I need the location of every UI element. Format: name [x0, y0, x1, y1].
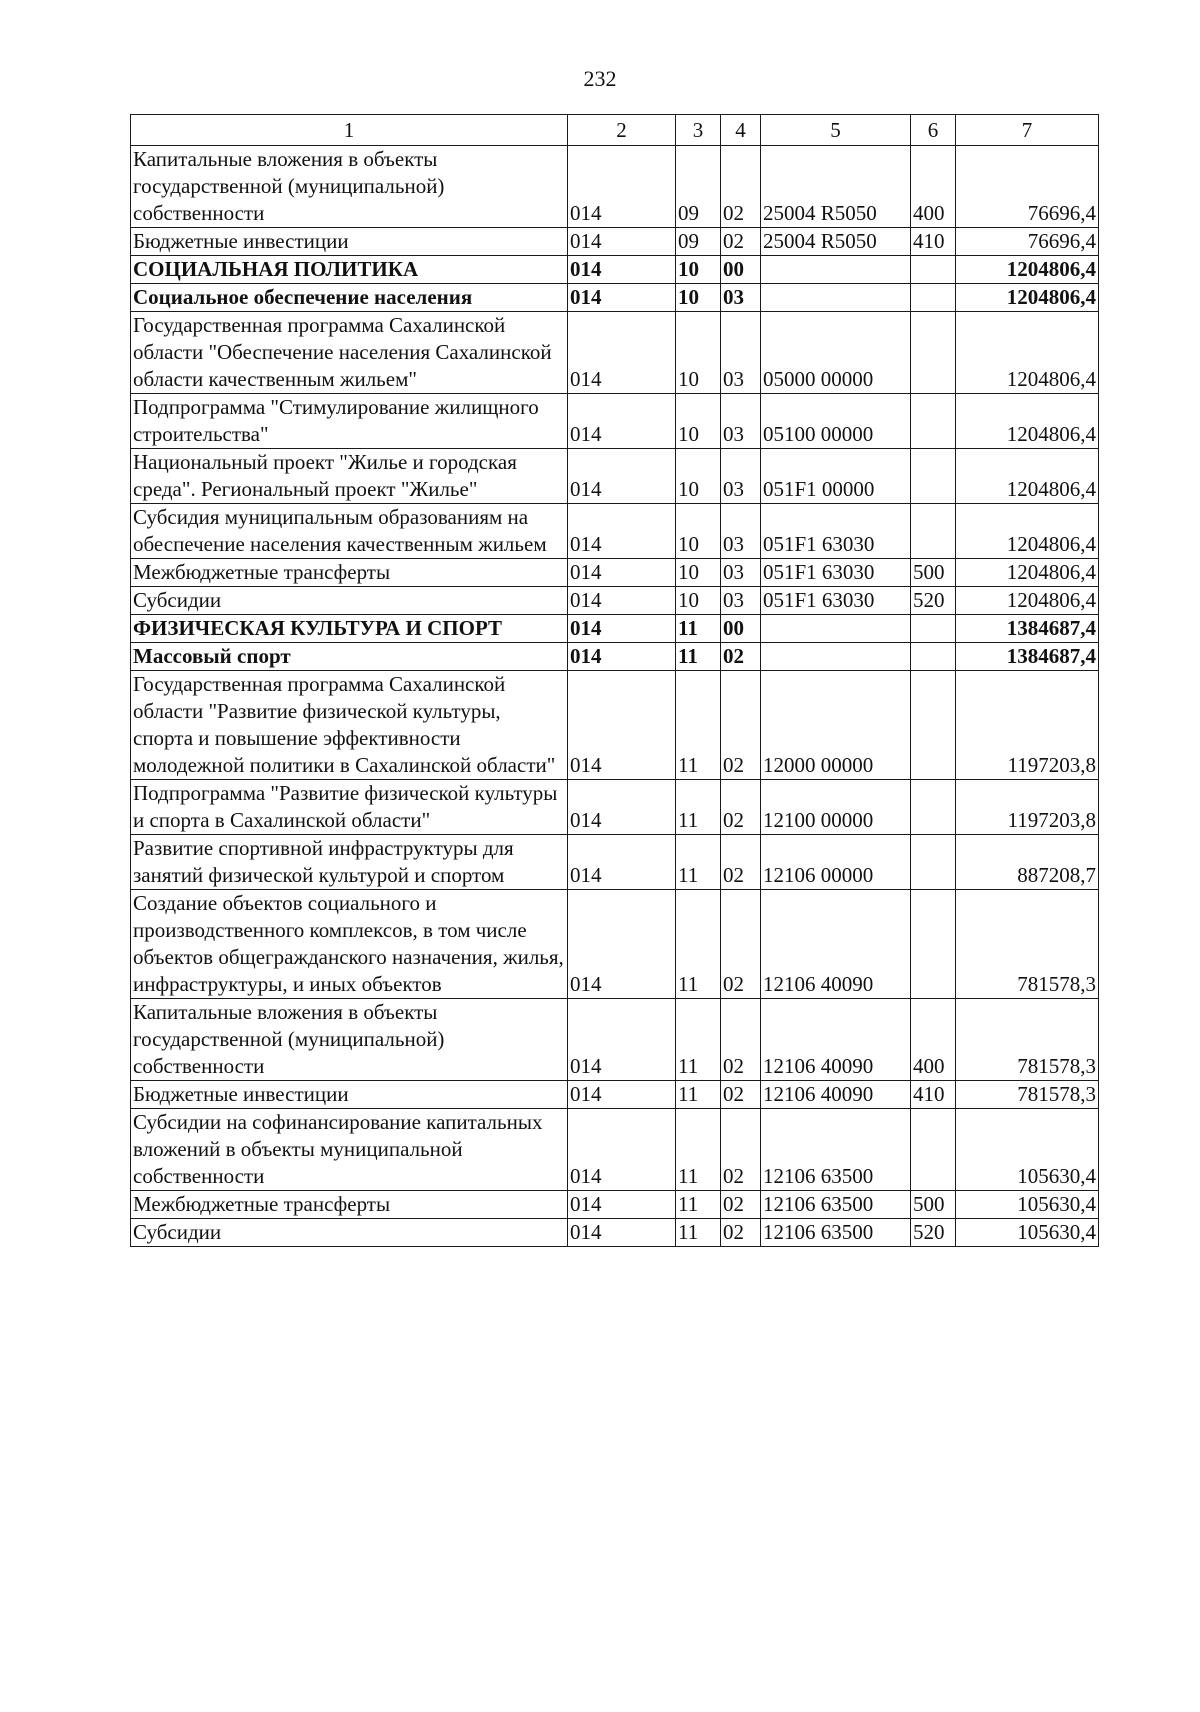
row-name-cell: Государственная программа Сахалинской области "Развитие физической культуры, спорта и повышение эффективности молодежной политики в Сахалинской области" [131, 671, 568, 780]
subsection-cell: 02 [721, 1191, 761, 1219]
expense-type-cell [911, 256, 956, 284]
amount-cell: 76696,4 [956, 146, 1099, 228]
subsection-cell: 02 [721, 643, 761, 671]
table-row [131, 643, 1099, 671]
amount-cell: 781578,3 [956, 1081, 1099, 1109]
subsection-cell: 03 [721, 312, 761, 394]
section-cell: 11 [676, 999, 721, 1081]
target-article-cell: 12106 40090 [761, 999, 911, 1081]
admin-code-cell: 014 [568, 228, 676, 256]
section-cell: 10 [676, 394, 721, 449]
amount-cell: 1204806,4 [956, 284, 1099, 312]
subsection-cell: 02 [721, 1109, 761, 1191]
table-row [131, 1109, 1099, 1191]
table-row [131, 780, 1099, 835]
admin-code-cell: 014 [568, 780, 676, 835]
subsection-cell: 03 [721, 284, 761, 312]
target-article-cell: 051F1 63030 [761, 504, 911, 559]
row-name-cell: Субсидии [131, 587, 568, 615]
expense-type-cell: 410 [911, 228, 956, 256]
subsection-cell: 03 [721, 449, 761, 504]
admin-code-cell: 014 [568, 835, 676, 890]
expense-type-cell [911, 671, 956, 780]
table-row [131, 504, 1099, 559]
target-article-cell: 12000 00000 [761, 671, 911, 780]
amount-cell: 105630,4 [956, 1191, 1099, 1219]
subsection-cell: 03 [721, 504, 761, 559]
row-name-cell: Развитие спортивной инфраструктуры для занятий физической культурой и спортом [131, 835, 568, 890]
amount-cell: 887208,7 [956, 835, 1099, 890]
column-header: 3 [676, 115, 721, 146]
admin-code-cell: 014 [568, 999, 676, 1081]
target-article-cell: 051F1 63030 [761, 587, 911, 615]
target-article-cell: 051F1 00000 [761, 449, 911, 504]
amount-cell: 1204806,4 [956, 559, 1099, 587]
admin-code-cell: 014 [568, 1109, 676, 1191]
table-row [131, 671, 1099, 780]
expense-type-cell [911, 615, 956, 643]
amount-cell: 1384687,4 [956, 615, 1099, 643]
table-row [131, 1191, 1099, 1219]
subsection-cell: 00 [721, 615, 761, 643]
table-row [131, 394, 1099, 449]
subsection-cell: 03 [721, 587, 761, 615]
admin-code-cell: 014 [568, 890, 676, 999]
expense-type-cell [911, 780, 956, 835]
expense-type-cell: 520 [911, 1219, 956, 1247]
row-name-cell: Субсидии [131, 1219, 568, 1247]
amount-cell: 781578,3 [956, 890, 1099, 999]
section-cell: 11 [676, 1109, 721, 1191]
subsection-cell: 02 [721, 1219, 761, 1247]
section-cell: 11 [676, 1219, 721, 1247]
table-row [131, 256, 1099, 284]
row-name-cell: Массовый спорт [131, 643, 568, 671]
section-cell: 11 [676, 643, 721, 671]
table-row [131, 1081, 1099, 1109]
expense-type-cell: 500 [911, 1191, 956, 1219]
row-name-cell: Государственная программа Сахалинской области "Обеспечение населения Сахалинской области качественным жильем" [131, 312, 568, 394]
admin-code-cell: 014 [568, 615, 676, 643]
subsection-cell: 03 [721, 394, 761, 449]
expense-type-cell [911, 394, 956, 449]
subsection-cell: 00 [721, 256, 761, 284]
section-cell: 10 [676, 587, 721, 615]
amount-cell: 1204806,4 [956, 587, 1099, 615]
row-name-cell: Субсидии на софинансирование капитальных вложений в объекты муниципальной собственности [131, 1109, 568, 1191]
subsection-cell: 02 [721, 146, 761, 228]
amount-cell: 105630,4 [956, 1109, 1099, 1191]
section-cell: 11 [676, 615, 721, 643]
target-article-cell: 12106 63500 [761, 1109, 911, 1191]
section-cell: 11 [676, 780, 721, 835]
subsection-cell: 02 [721, 1081, 761, 1109]
table-row [131, 835, 1099, 890]
section-cell: 09 [676, 228, 721, 256]
admin-code-cell: 014 [568, 504, 676, 559]
target-article-cell: 12106 00000 [761, 835, 911, 890]
expense-type-cell: 410 [911, 1081, 956, 1109]
table-row [131, 559, 1099, 587]
section-cell: 11 [676, 1081, 721, 1109]
expense-type-cell [911, 643, 956, 671]
amount-cell: 1384687,4 [956, 643, 1099, 671]
table-row [131, 312, 1099, 394]
column-header: 5 [761, 115, 911, 146]
target-article-cell: 05000 00000 [761, 312, 911, 394]
table-row [131, 146, 1099, 228]
column-header: 4 [721, 115, 761, 146]
subsection-cell: 02 [721, 999, 761, 1081]
amount-cell: 781578,3 [956, 999, 1099, 1081]
table-row [131, 1219, 1099, 1247]
target-article-cell: 12106 40090 [761, 1081, 911, 1109]
row-name-cell: Бюджетные инвестиции [131, 228, 568, 256]
section-cell: 10 [676, 559, 721, 587]
expense-type-cell [911, 449, 956, 504]
amount-cell: 1197203,8 [956, 780, 1099, 835]
amount-cell: 105630,4 [956, 1219, 1099, 1247]
admin-code-cell: 014 [568, 256, 676, 284]
row-name-cell: Капитальные вложения в объекты государственной (муниципальной) собственности [131, 999, 568, 1081]
admin-code-cell: 014 [568, 1191, 676, 1219]
admin-code-cell: 014 [568, 146, 676, 228]
target-article-cell: 12106 63500 [761, 1191, 911, 1219]
expense-type-cell [911, 312, 956, 394]
budget-table [130, 114, 1099, 1247]
target-article-cell [761, 643, 911, 671]
expense-type-cell: 500 [911, 559, 956, 587]
subsection-cell: 02 [721, 228, 761, 256]
table-row [131, 587, 1099, 615]
subsection-cell: 03 [721, 559, 761, 587]
target-article-cell: 25004 R5050 [761, 228, 911, 256]
admin-code-cell: 014 [568, 449, 676, 504]
row-name-cell: Бюджетные инвестиции [131, 1081, 568, 1109]
table-row [131, 449, 1099, 504]
amount-cell: 1204806,4 [956, 394, 1099, 449]
row-name-cell: Капитальные вложения в объекты государственной (муниципальной) собственности [131, 146, 568, 228]
row-name-cell: Создание объектов социального и производственного комплексов, в том числе объектов общегражданского назначения, жилья, инфраструктуры, и иных объектов [131, 890, 568, 999]
target-article-cell [761, 284, 911, 312]
row-name-cell: Национальный проект "Жилье и городская среда". Региональный проект "Жилье" [131, 449, 568, 504]
column-header: 7 [956, 115, 1099, 146]
amount-cell: 1204806,4 [956, 504, 1099, 559]
expense-type-cell [911, 1109, 956, 1191]
admin-code-cell: 014 [568, 671, 676, 780]
admin-code-cell: 014 [568, 643, 676, 671]
row-name-cell: Межбюджетные трансферты [131, 559, 568, 587]
row-name-cell: Межбюджетные трансферты [131, 1191, 568, 1219]
row-name-cell: Субсидия муниципальным образованиям на обеспечение населения качественным жильем [131, 504, 568, 559]
admin-code-cell: 014 [568, 312, 676, 394]
section-cell: 11 [676, 835, 721, 890]
section-cell: 10 [676, 449, 721, 504]
section-cell: 10 [676, 504, 721, 559]
subsection-cell: 02 [721, 890, 761, 999]
target-article-cell: 12106 40090 [761, 890, 911, 999]
subsection-cell: 02 [721, 835, 761, 890]
table-row [131, 228, 1099, 256]
table-row [131, 615, 1099, 643]
target-article-cell: 12100 00000 [761, 780, 911, 835]
expense-type-cell: 400 [911, 146, 956, 228]
admin-code-cell: 014 [568, 559, 676, 587]
section-cell: 09 [676, 146, 721, 228]
subsection-cell: 02 [721, 780, 761, 835]
admin-code-cell: 014 [568, 1219, 676, 1247]
expense-type-cell: 520 [911, 587, 956, 615]
row-name-cell: Подпрограмма "Стимулирование жилищного строительства" [131, 394, 568, 449]
admin-code-cell: 014 [568, 394, 676, 449]
amount-cell: 1197203,8 [956, 671, 1099, 780]
section-cell: 11 [676, 1191, 721, 1219]
amount-cell: 1204806,4 [956, 449, 1099, 504]
target-article-cell: 051F1 63030 [761, 559, 911, 587]
column-header: 2 [568, 115, 676, 146]
page-number: 232 [583, 66, 617, 91]
amount-cell: 76696,4 [956, 228, 1099, 256]
column-header: 1 [131, 115, 568, 146]
admin-code-cell: 014 [568, 284, 676, 312]
row-name-cell: Социальное обеспечение населения [131, 284, 568, 312]
section-cell: 11 [676, 671, 721, 780]
expense-type-cell [911, 835, 956, 890]
table-row [131, 890, 1099, 999]
subsection-cell: 02 [721, 671, 761, 780]
row-name-cell: Подпрограмма "Развитие физической культуры и спорта в Сахалинской области" [131, 780, 568, 835]
row-name-cell: СОЦИАЛЬНАЯ ПОЛИТИКА [131, 256, 568, 284]
column-header: 6 [911, 115, 956, 146]
row-name-cell: ФИЗИЧЕСКАЯ КУЛЬТУРА И СПОРТ [131, 615, 568, 643]
target-article-cell: 25004 R5050 [761, 146, 911, 228]
section-cell: 10 [676, 312, 721, 394]
amount-cell: 1204806,4 [956, 312, 1099, 394]
target-article-cell [761, 615, 911, 643]
amount-cell: 1204806,4 [956, 256, 1099, 284]
admin-code-cell: 014 [568, 1081, 676, 1109]
expense-type-cell [911, 890, 956, 999]
header-row [131, 115, 1099, 146]
target-article-cell: 12106 63500 [761, 1219, 911, 1247]
table-row [131, 284, 1099, 312]
admin-code-cell: 014 [568, 587, 676, 615]
target-article-cell: 05100 00000 [761, 394, 911, 449]
expense-type-cell [911, 504, 956, 559]
target-article-cell [761, 256, 911, 284]
section-cell: 10 [676, 256, 721, 284]
table-row [131, 999, 1099, 1081]
expense-type-cell: 400 [911, 999, 956, 1081]
section-cell: 10 [676, 284, 721, 312]
section-cell: 11 [676, 890, 721, 999]
expense-type-cell [911, 284, 956, 312]
